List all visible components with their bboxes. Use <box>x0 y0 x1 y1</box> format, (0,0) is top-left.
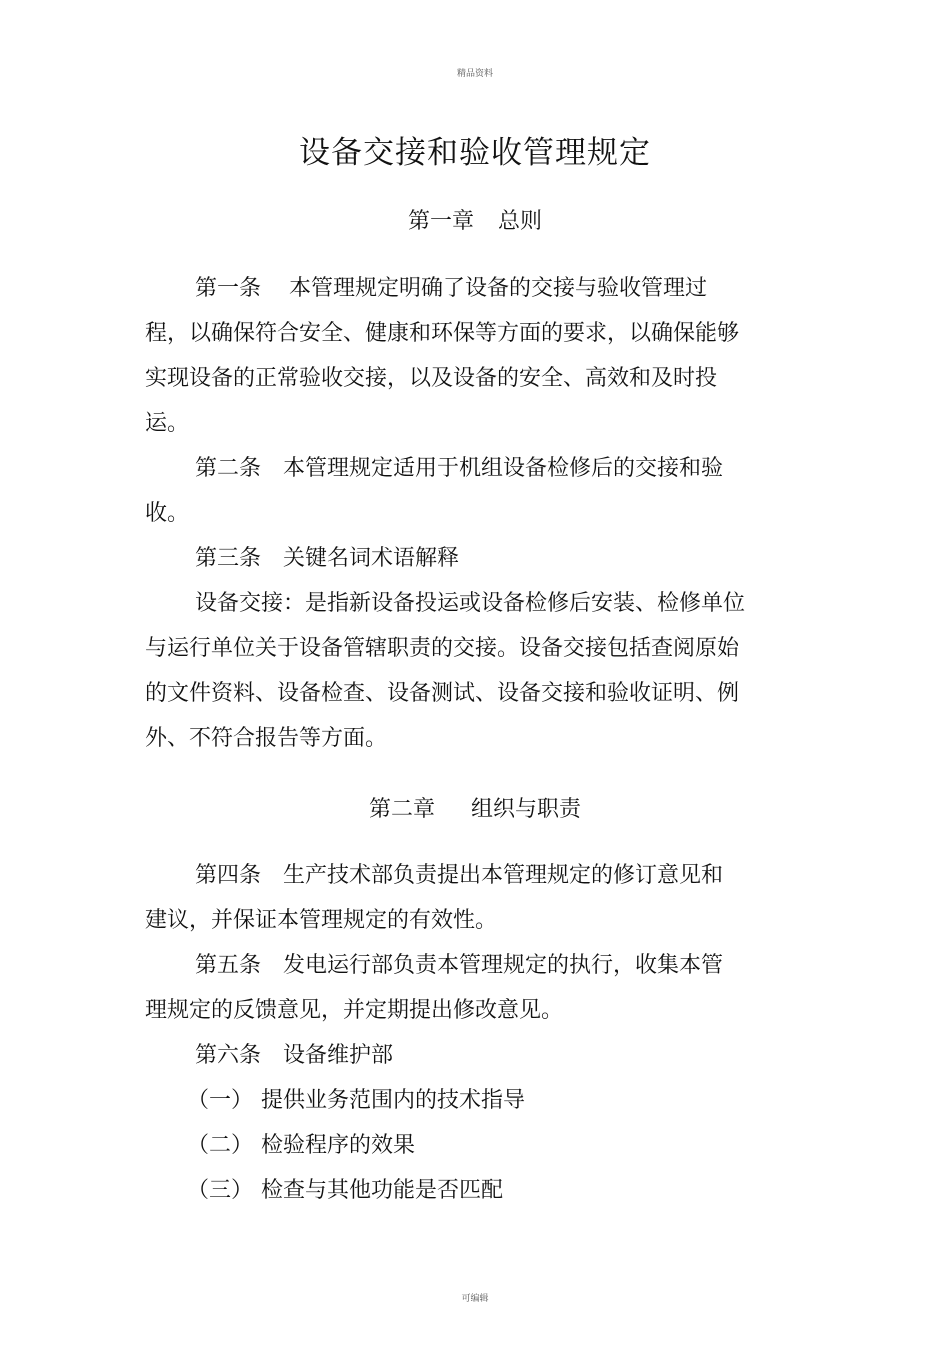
chapter-2-body <box>145 853 745 1213</box>
article-label: 第三条 <box>195 546 262 571</box>
item-label: （三） <box>187 1178 254 1203</box>
chapter-name: 总则 <box>498 209 543 234</box>
article-6 <box>145 1033 745 1078</box>
chapter-name: 组织与职责 <box>471 797 582 822</box>
page-header: 精品资料 <box>456 69 493 79</box>
item-text: 提供业务范围内的技术指导 <box>261 1088 526 1113</box>
article-2 <box>145 446 745 536</box>
list-item-3 <box>145 1168 745 1213</box>
definition-paragraph <box>145 581 745 761</box>
item-text: 检验程序的效果 <box>261 1133 416 1158</box>
article-text: 关键名词术语解释 <box>283 546 460 571</box>
article-4 <box>145 853 745 943</box>
definition-text: 设备交接：是指新设备投运或设备检修后安装、检修单位与运行单位关于设备管辖职责的交接。设备交接包括查阅原始的文件资料、设备检查、设备测试、设备交接和验收证明、例外、不符合报告等方面。 <box>145 591 746 751</box>
chapter-number: 第二章 <box>368 797 435 822</box>
list-item-2 <box>145 1123 745 1168</box>
item-label: （二） <box>187 1133 254 1158</box>
article-1 <box>145 266 745 446</box>
article-label: 第四条 <box>195 863 262 888</box>
chapter-1-body <box>145 266 745 761</box>
article-3 <box>145 536 745 581</box>
chapter-heading-2 <box>0 792 950 823</box>
page-footer: 可编辑 <box>461 1294 489 1304</box>
article-text: 本管理规定适用于机组设备检修后的交接和验收。 <box>145 456 724 526</box>
article-label: 第二条 <box>195 456 262 481</box>
article-text: 设备维护部 <box>283 1043 394 1068</box>
chapter-heading-1 <box>0 204 950 235</box>
article-label: 第一条 <box>195 276 262 301</box>
article-text: 本管理规定明确了设备的交接与验收管理过程，以确保符合安全、健康和环保等方面的要求，以确保能够实现设备的正常验收交接，以及设备的安全、高效和及时投运。 <box>145 276 740 436</box>
article-text: 发电运行部负责本管理规定的执行，收集本管理规定的反馈意见，并定期提出修改意见。 <box>145 953 724 1023</box>
item-label: （一） <box>187 1088 254 1113</box>
article-5 <box>145 943 745 1033</box>
chapter-number: 第一章 <box>407 209 474 234</box>
document-title: 设备交接和验收管理规定 <box>299 135 651 171</box>
article-text: 生产技术部负责提出本管理规定的修订意见和建议，并保证本管理规定的有效性。 <box>145 863 724 933</box>
article-label: 第六条 <box>195 1043 262 1068</box>
item-text: 检查与其他功能是否匹配 <box>261 1178 504 1203</box>
article-label: 第五条 <box>195 953 262 978</box>
list-item-1 <box>145 1078 745 1123</box>
